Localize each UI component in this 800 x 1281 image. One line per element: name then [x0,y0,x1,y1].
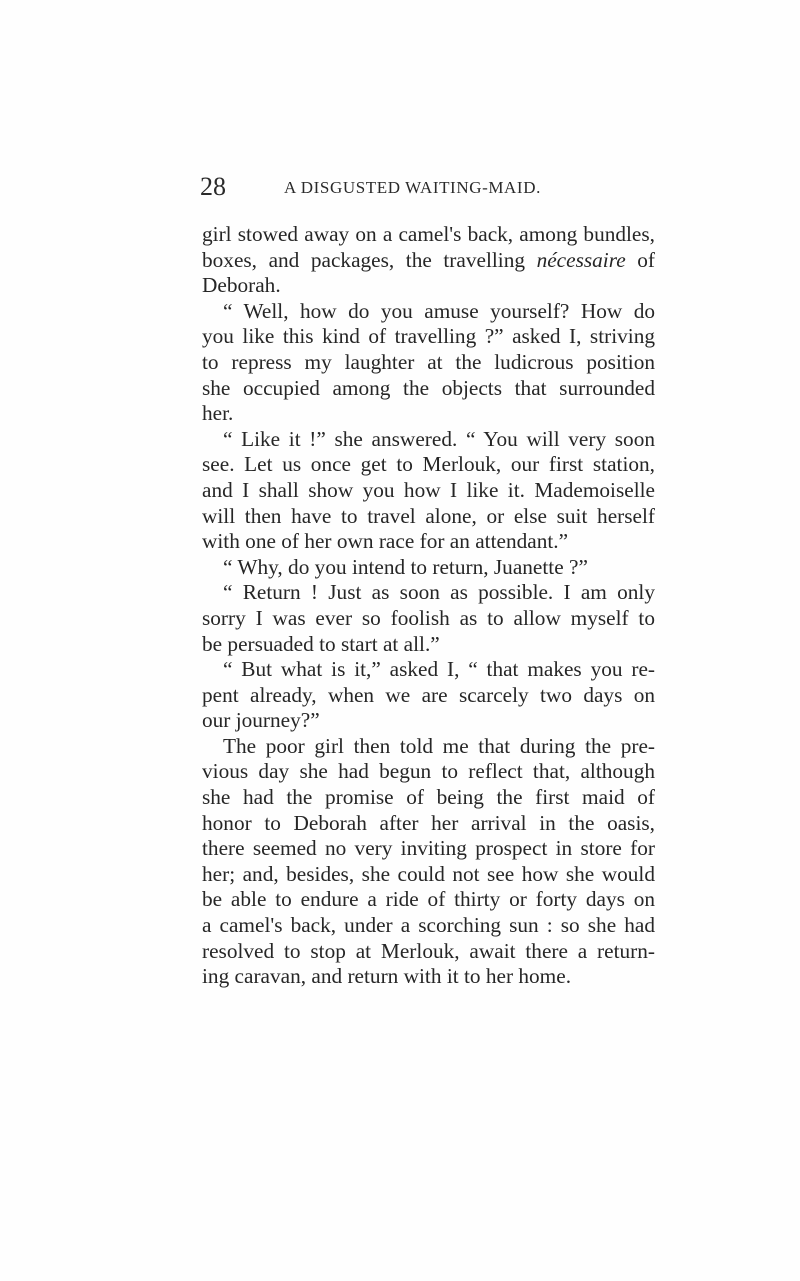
text-line [202,862,655,888]
text-line [202,939,655,965]
running-title: A DISGUSTED WAITING-MAID. [284,178,541,197]
text-line-content: “ Return ! Just as soon as possible. I am only [223,580,655,605]
text-line [202,273,655,299]
text-line [202,350,655,376]
text-line-content: you like this kind of travelling ?” asked I, striving [202,324,655,349]
text-line [202,401,655,427]
text-line-content: her. [202,401,234,426]
running-head [200,172,660,202]
text-line-content: boxes, and packages, the travelling [202,247,526,272]
text-line [202,811,655,837]
text-line [202,324,655,350]
text-line-content: sorry I was ever so foolish as to allow myself to [202,605,655,630]
text-line-content: “ Well, how do you amuse yourself? How do [223,298,655,323]
text-line [202,478,655,504]
text-line [202,836,655,862]
text-line [202,606,655,632]
text-line-content: and I shall show you how I like it. Mademoiselle [202,477,655,502]
text-line-content: vious day she had begun to reflect that, although [202,759,655,784]
text-line-content: a camel's back, under a scorching sun : so she had [202,913,655,938]
text-line-content: girl stowed away on a camel's back, among bundles, [202,222,655,246]
text-line [202,222,655,248]
text-line [202,555,655,581]
text-line-content: ing caravan, and return with it to her home. [202,964,572,989]
text-line [202,683,655,709]
text-line-content: “ But what is it,” asked I, “ that makes you re- [223,657,655,682]
text-line [202,657,655,683]
text-line-content: be able to endure a ride of thirty or forty days on [202,887,655,912]
text-line [202,504,655,530]
text-line [202,427,655,453]
text-line-content: to repress my laughter at the ludicrous position [202,349,655,374]
text-line-content: honor to Deborah after her arrival in the oasis, [202,810,655,835]
text-line-content: “ Why, do you intend to return, Juanette ?” [223,554,588,579]
text-line-content: see. Let us once get to Merlouk, our first station, [202,452,655,477]
text-line [202,452,655,478]
text-line [202,734,655,760]
text-line-content: pent already, when we are scarcely two days on [202,682,655,707]
text-line [202,299,655,325]
text-line [202,708,655,734]
text-line-content: be persuaded to start at all.” [202,631,440,656]
text-line [202,632,655,658]
text-line-content: her; and, besides, she could not see how she would [202,861,655,886]
text-line-tail: of [625,247,655,272]
text-line-content: resolved to stop at Merlouk, await there a return- [202,938,655,963]
text-line [202,887,655,913]
text-line [202,376,655,402]
italic-word: nécessaire [536,247,626,272]
text-line [202,964,655,990]
text-line-content: there seemed no very inviting prospect in store for [202,836,655,861]
text-line-content: she had the promise of being the first maid of [202,785,655,810]
text-line-content: Deborah. [202,273,281,298]
text-line [202,580,655,606]
text-line-content: she occupied among the objects that surrounded [202,375,655,400]
text-line-content: our journey?” [202,708,320,733]
text-line-content: with one of her own race for an attendant.” [202,529,569,554]
text-line-content: will then have to travel alone, or else suit herself [202,503,655,528]
body-text [202,222,655,990]
text-line-content: “ Like it !” she answered. “ You will very soon [223,426,655,451]
text-line [202,759,655,785]
page-number: 28 [200,172,226,201]
text-line [202,913,655,939]
text-line [202,248,655,274]
text-line-content: The poor girl then told me that during the pre- [223,733,655,758]
text-line [202,529,655,555]
text-line [202,785,655,811]
